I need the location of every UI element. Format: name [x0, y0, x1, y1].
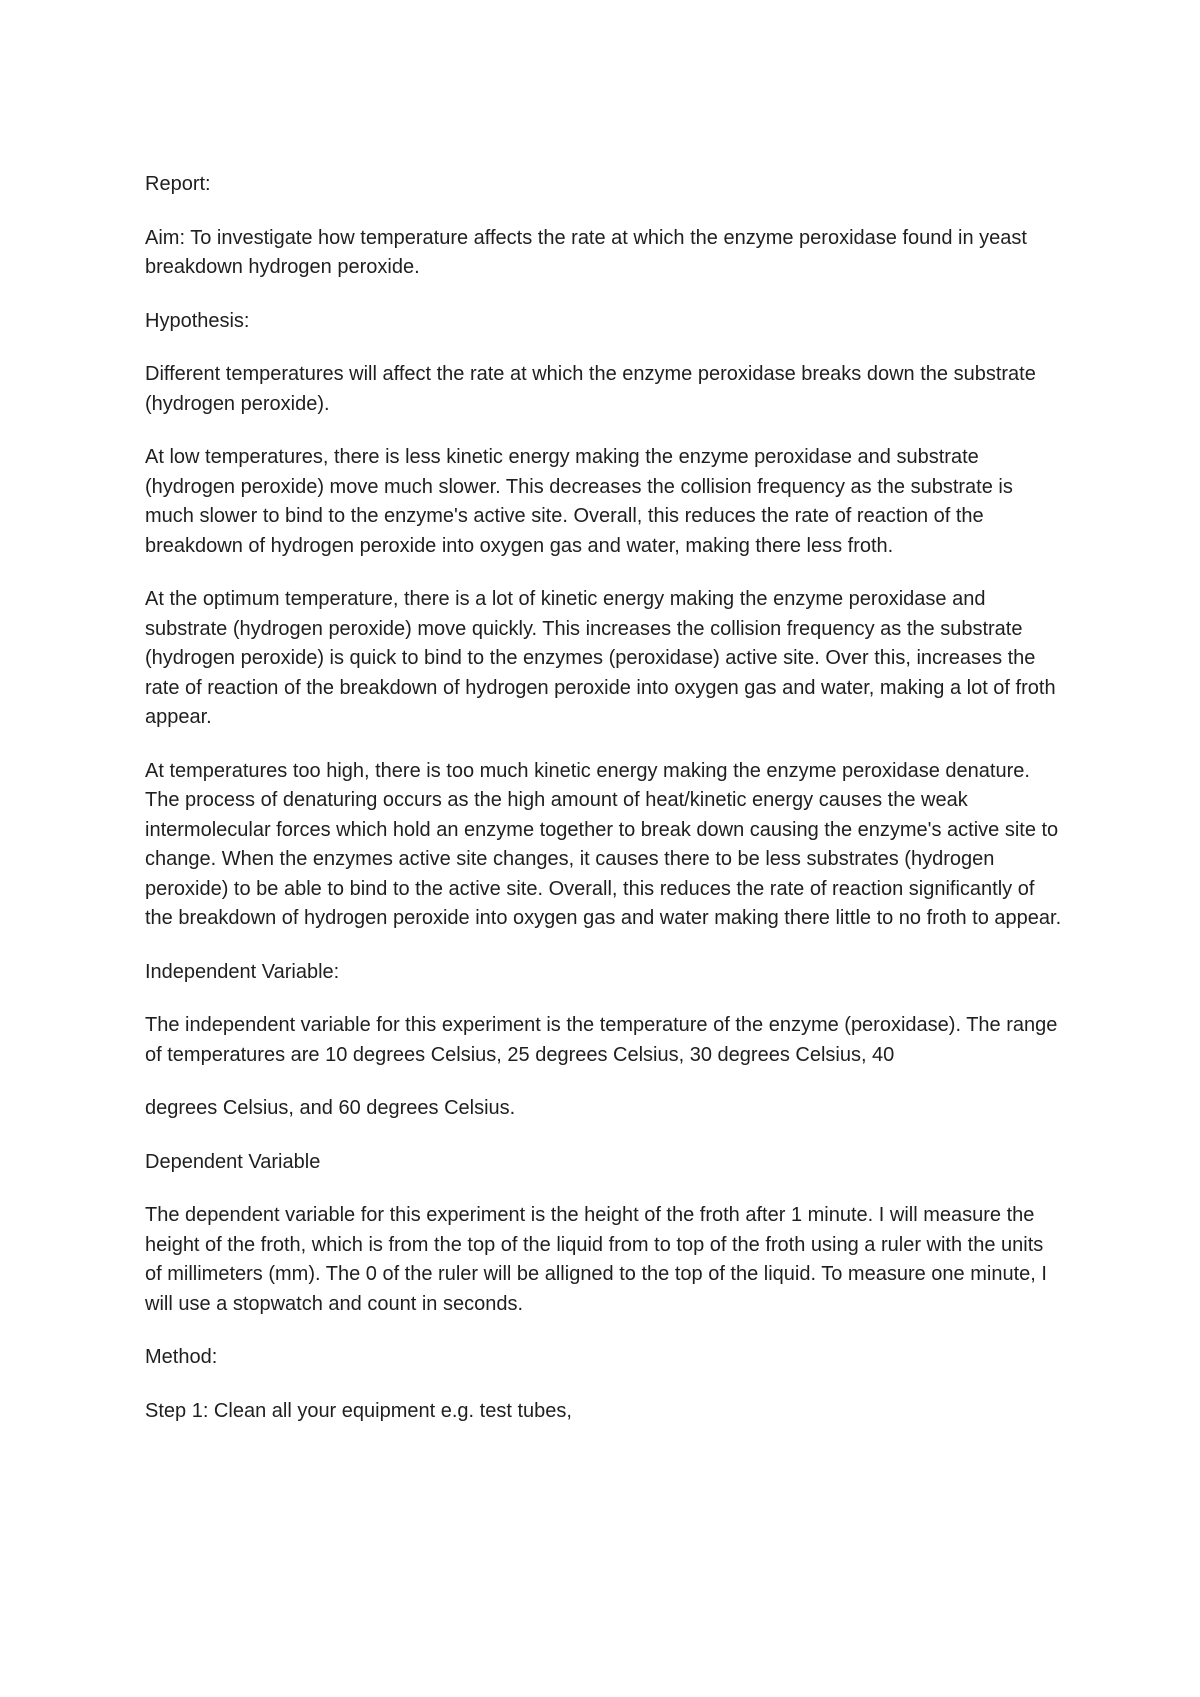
aim-paragraph: Aim: To investigate how temperature affects the rate at which the enzyme peroxidase found in yeast breakdown hydrogen peroxide.: [145, 226, 1027, 278]
high-temperature-paragraph: At temperatures too high, there is too much kinetic energy making the enzyme peroxidase denature. The process of denaturing occurs as the high amount of heat/kinetic energy causes the weak intermolecular forces which hold an enzyme together to break down causing the enzyme's active site to change. When the enzymes active site changes, it causes there to be less substrates (hydrogen peroxide) to be able to bind to the active site. Overall, this reduces the rate of reaction significantly of the breakdown of hydrogen peroxide into oxygen gas and water making there little to no froth to appear.: [145, 759, 1062, 929]
dependent-variable-heading: Dependent Variable: [145, 1150, 321, 1173]
independent-variable-continuation: degrees Celsius, and 60 degrees Celsius.: [145, 1097, 516, 1119]
optimum-temperature-paragraph: At the optimum temperature, there is a lot of kinetic energy making the enzyme peroxidase and substrate (hydrogen peroxide) move quickly. This increases the collision frequency as the substrate (hydrogen peroxide) is quick to bind to the enzymes (peroxidase) active site. Over this, increases the rate of reaction of the breakdown of hydrogen peroxide into oxygen gas and water, making a lot of froth appear.: [145, 588, 1056, 728]
hypothesis-heading: Hypothesis:: [145, 309, 250, 332]
method-step-1: Step 1: Clean all your equipment e.g. test tubes,: [145, 1399, 572, 1422]
report-heading: Report:: [145, 173, 211, 195]
independent-variable-heading: Independent Variable:: [145, 960, 340, 983]
low-temperature-paragraph: At low temperatures, there is less kinetic energy making the enzyme peroxidase and substrate (hydrogen peroxide) move much slower. This decreases the collision frequency as the substrate is much slower to bind to the enzyme's active site. Overall, this reduces the rate of reaction of the breakdown of hydrogen peroxide into oxygen gas and water, making there less froth.: [145, 446, 1013, 557]
method-heading: Method:: [145, 1346, 218, 1368]
independent-variable-paragraph: The independent variable for this experiment is the temperature of the enzyme (peroxidase). The range of temperatures are 10 degrees Celsius, 25 degrees Celsius, 30 degrees Celsius, 40: [145, 1014, 1058, 1066]
dependent-variable-paragraph: The dependent variable for this experiment is the height of the froth after 1 minute. I will measure the height of the froth, which is from the top of the liquid from to top of the froth using a ruler with the units of millimeters (mm). The 0 of the ruler will be alligned to the top of the liquid. To measure one minute, I will use a stopwatch and count in seconds.: [145, 1204, 1047, 1315]
document-body: [145, 170, 1065, 1450]
hypothesis-summary: Different temperatures will affect the rate at which the enzyme peroxidase breaks down the substrate (hydrogen peroxide).: [145, 363, 1036, 415]
